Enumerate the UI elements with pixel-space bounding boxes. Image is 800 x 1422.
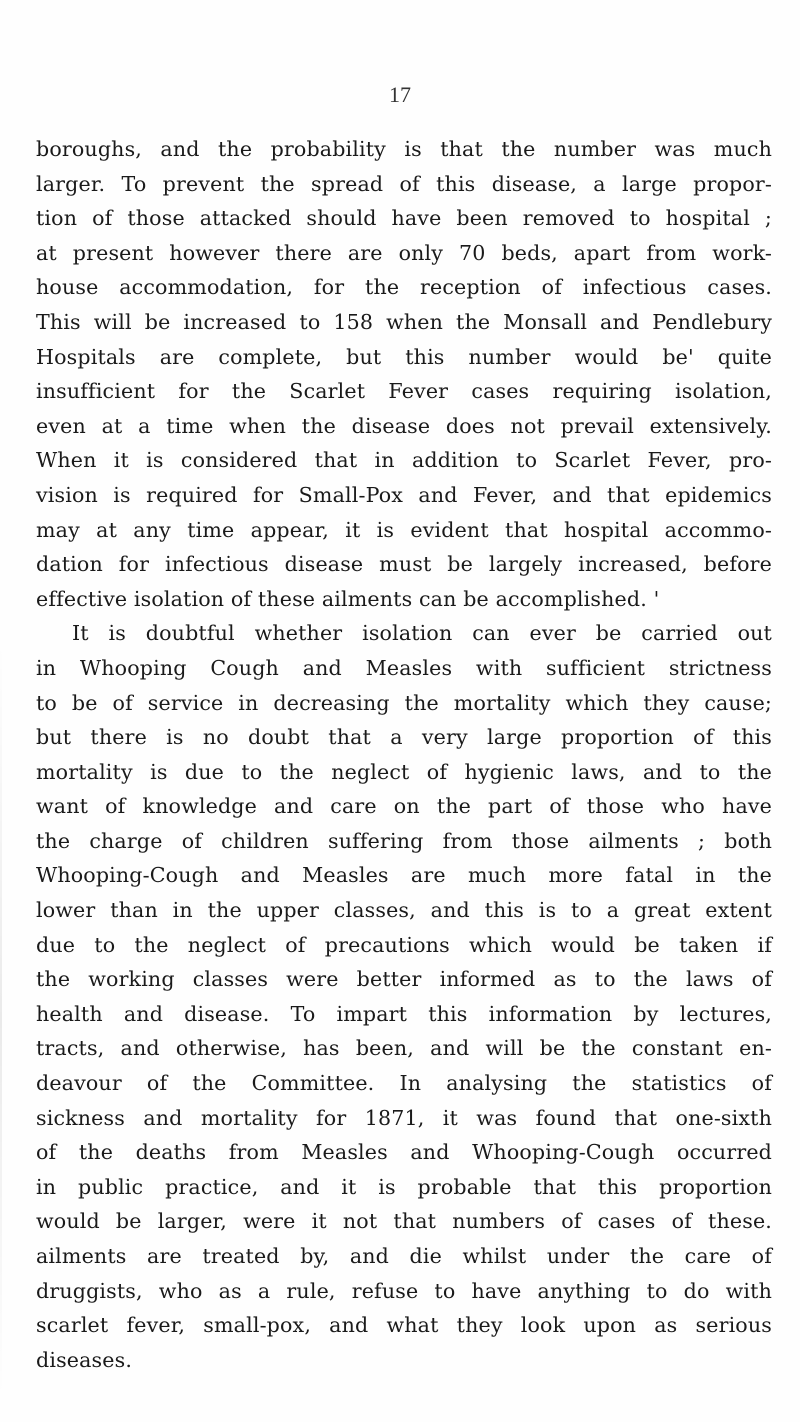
- text-line: deavour of the Committee. In analysing the statistics of: [36, 1071, 772, 1096]
- text-line: scarlet fever, small-pox, and what they look upon as serious: [36, 1313, 772, 1338]
- body-text: [36, 132, 772, 1377]
- text-line: larger. To prevent the spread of this disease, a large propor-: [36, 171, 772, 196]
- page-edge-shadow: [0, 640, 2, 1400]
- text-line: This will be increased to 158 when the Monsall and Pendlebury: [36, 309, 772, 334]
- text-line: may at any time appear, it is evident that hospital accommo-: [36, 517, 772, 542]
- text-line: to be of service in decreasing the mortality which they cause;: [36, 690, 772, 715]
- text-line: effective isolation of these ailments can be accomplished. ': [36, 586, 660, 611]
- text-line: due to the neglect of precautions which would be taken if: [36, 932, 772, 957]
- text-line: Whooping-Cough and Measles are much more fatal in the: [36, 863, 772, 888]
- text-line: in public practice, and it is probable that this proportion: [36, 1174, 772, 1199]
- text-line: the working classes were better informed as to the laws of: [36, 967, 772, 992]
- text-line: of the deaths from Measles and Whooping-Cough occurred: [36, 1140, 772, 1165]
- text-line: Hospitals are complete, but this number would be' quite: [36, 344, 772, 369]
- text-line: but there is no doubt that a very large proportion of this: [36, 725, 772, 750]
- text-line: boroughs, and the probability is that the number was much: [36, 137, 772, 161]
- text-line: vision is required for Small-Pox and Fever, and that epidemics: [36, 482, 772, 507]
- text-line: even at a time when the disease does not prevail extensively.: [36, 413, 772, 438]
- text-line: tion of those attacked should have been removed to hospital ;: [36, 206, 772, 231]
- paragraph-start-line: It is doubtful whether isolation can ever be carried out: [72, 621, 772, 646]
- text-line: druggists, who as a rule, refuse to have anything to do with: [36, 1278, 772, 1303]
- text-line: lower than in the upper classes, and this is to a great extent: [36, 898, 772, 923]
- text-line: insufficient for the Scarlet Fever cases requiring isolation,: [36, 379, 772, 404]
- page-number: 17: [389, 82, 411, 107]
- text-line: the charge of children suffering from those ailments ; both: [36, 828, 772, 853]
- text-line: house accommodation, for the reception of infectious cases.: [36, 275, 772, 300]
- text-line: sickness and mortality for 1871, it was found that one-sixth: [36, 1105, 772, 1130]
- text-line: want of knowledge and care on the part of those who have: [36, 794, 772, 819]
- text-line: would be larger, were it not that numbers of cases of these.: [36, 1209, 772, 1234]
- text-line: diseases.: [36, 1347, 133, 1372]
- text-line: ailments are treated by, and die whilst under the care of: [36, 1244, 772, 1268]
- text-line: at present however there are only 70 beds, apart from work-: [36, 240, 772, 265]
- text-line: in Whooping Cough and Measles with sufficient strictness: [36, 655, 772, 680]
- text-line: mortality is due to the neglect of hygienic laws, and to the: [36, 759, 772, 784]
- text-line: dation for infectious disease must be largely increased, before: [36, 552, 772, 577]
- text-line: When it is considered that in addition to Scarlet Fever, pro-: [36, 448, 772, 473]
- text-line: health and disease. To impart this information by lectures,: [36, 1001, 772, 1026]
- text-line: tracts, and otherwise, has been, and will be the constant en-: [36, 1036, 772, 1061]
